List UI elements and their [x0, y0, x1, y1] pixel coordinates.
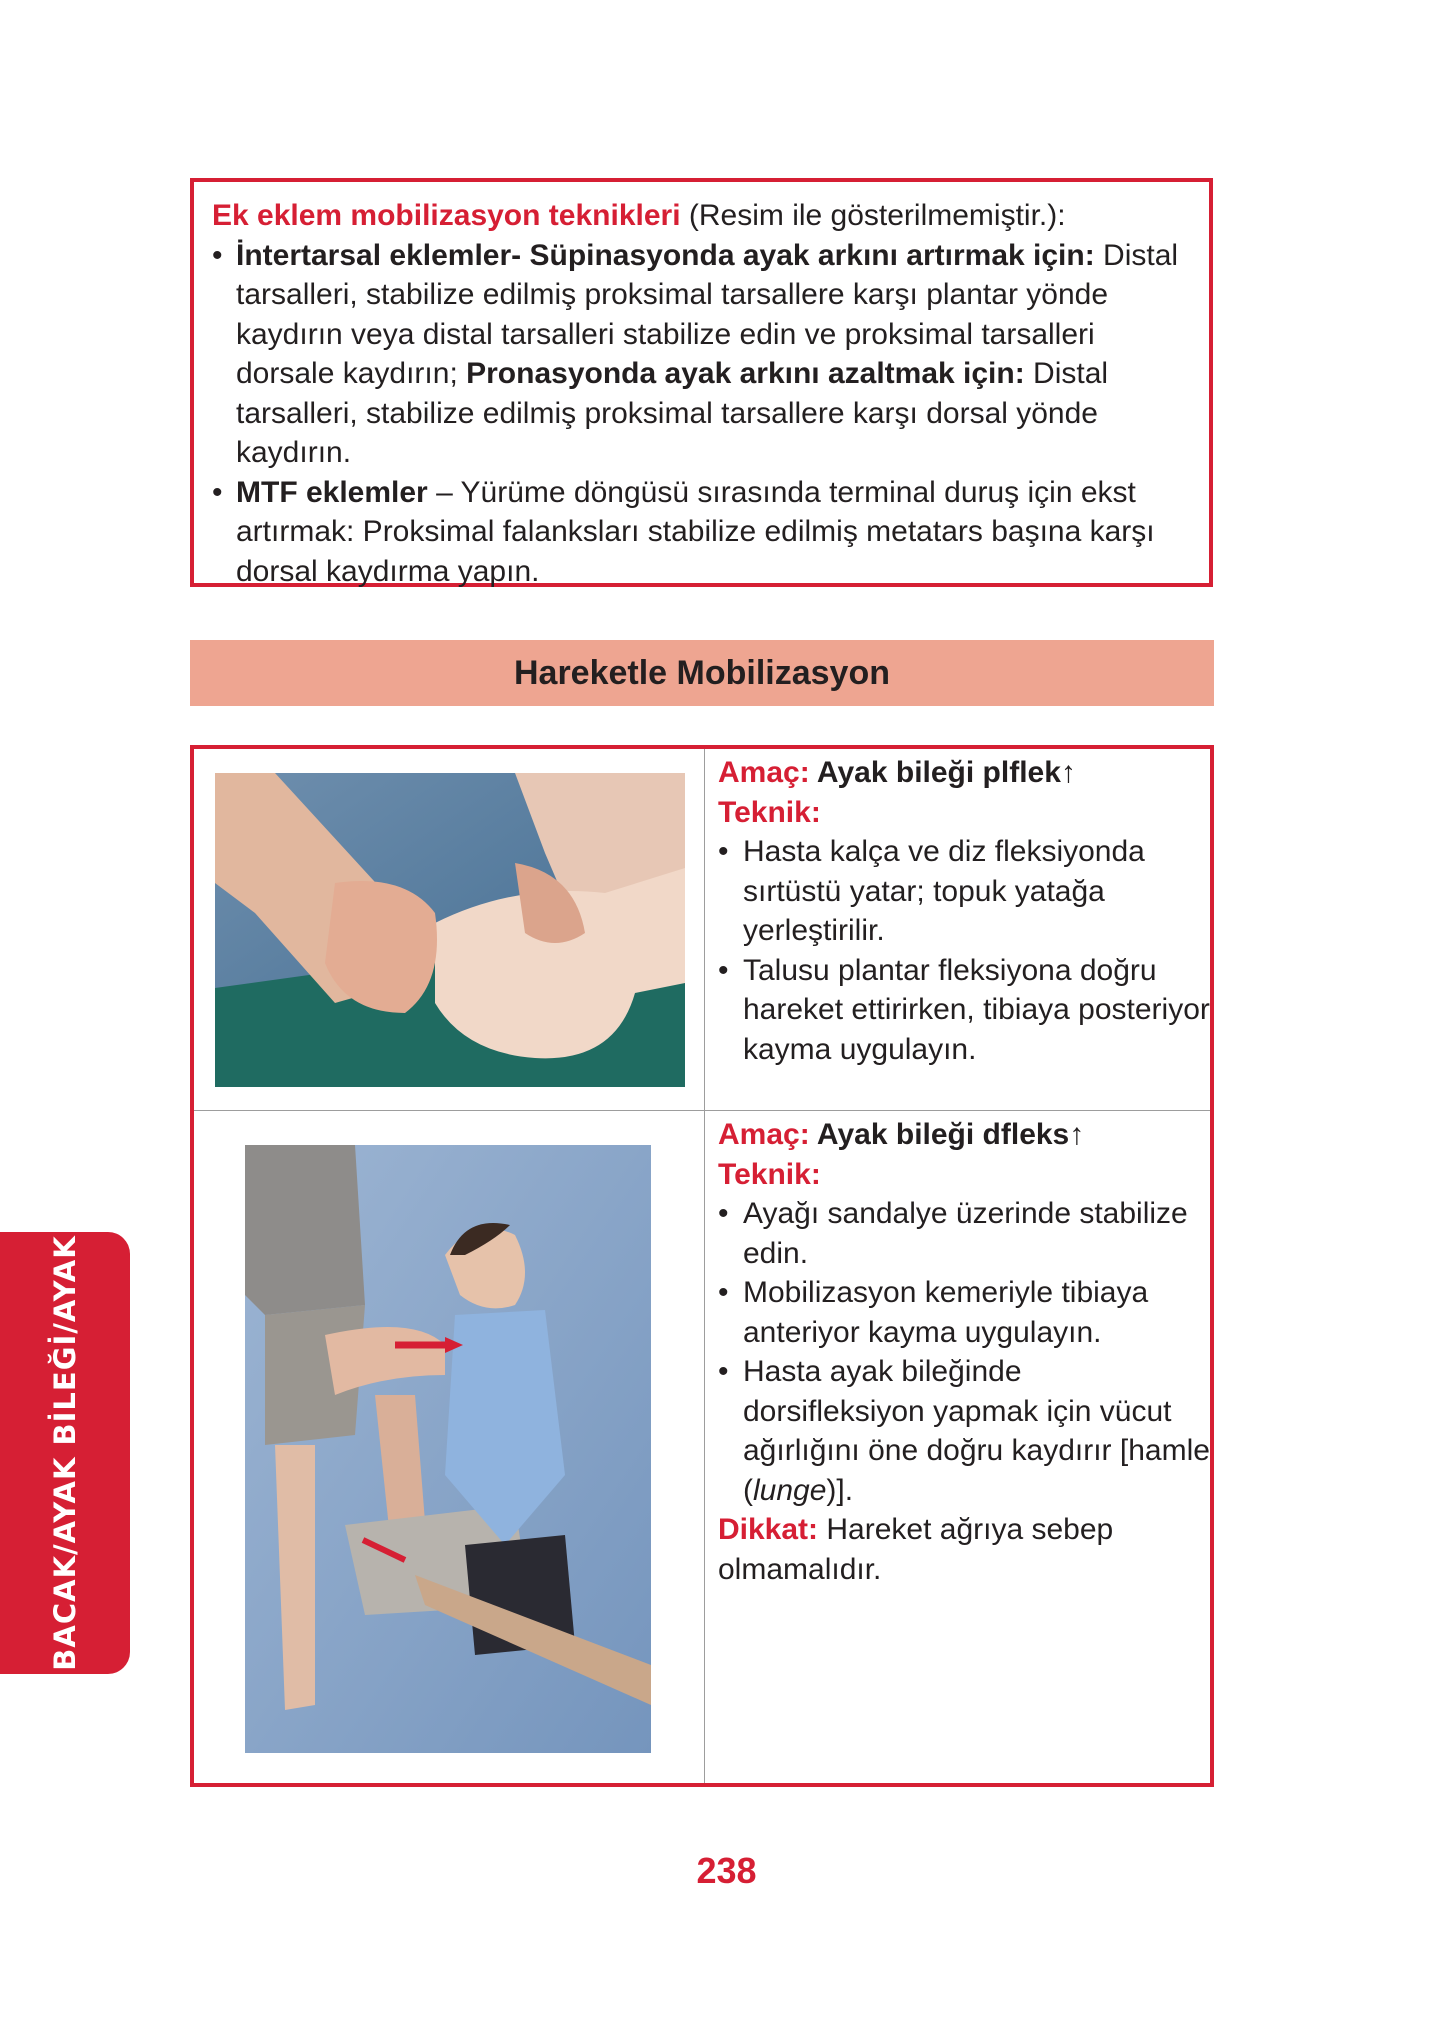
amac-label: Amaç: — [718, 1118, 810, 1151]
step-text: Ayağı sandalye üzerinde stabilize edin. — [743, 1197, 1188, 1270]
technique-2-text — [718, 1115, 1210, 1589]
chapter-side-tab — [0, 1232, 130, 1674]
item-text: Distal tarsalleri, stabilize edilmiş proksimal tarsallere karşı dorsal yönde kaydırın. — [236, 357, 1109, 469]
list-item — [718, 832, 1210, 951]
section-title: Hareketle Mobilizasyon — [190, 640, 1214, 706]
item-text: Distal tarsalleri, stabilize edilmiş proksimal tarsallere karşı plantar yönde kaydırın veya distal tarsalleri stabilize edin ve proksimal tarsalleri dorsale kaydırın; — [236, 238, 1179, 390]
ankle-plantarflexion-photo — [215, 773, 685, 1087]
teknik-label: Teknik: — [718, 1157, 821, 1191]
bullet: • — [212, 475, 223, 509]
teknik-line — [718, 1155, 1210, 1195]
bullet: • — [718, 835, 729, 868]
photo-illustration — [215, 773, 685, 1087]
additional-techniques-box — [190, 178, 1213, 587]
bullet: • — [718, 1355, 729, 1388]
bullet: • — [212, 238, 223, 272]
photo-illustration — [245, 1145, 651, 1753]
step-text: Talusu plantar fleksiyona doğru hareket ettirirken, tibiaya posteriyor kayma uygulayın. — [743, 953, 1210, 1066]
technique-1-text — [718, 753, 1210, 1069]
page-number: 238 — [696, 1850, 757, 1891]
dikkat-text: Hareket ağrıya sebep olmamalıdır. — [718, 1513, 1114, 1586]
amac-line — [718, 753, 1210, 793]
steps-list — [718, 1194, 1210, 1510]
box-title: Ek eklem mobilizasyon teknikleri — [212, 199, 681, 232]
box-title-note: (Resim ile gösterilmemiştir.): — [680, 199, 1066, 232]
technique-list — [212, 236, 1193, 592]
row-divider — [194, 1110, 1210, 1111]
item-heading: MTF eklemler — [236, 475, 428, 509]
dikkat-label: Dikkat: — [718, 1513, 819, 1546]
item-heading: İntertarsal eklemler- Süpinasyonda ayak arkını artırmak için: — [236, 238, 1095, 272]
column-divider — [704, 749, 705, 1783]
bullet: • — [718, 1276, 729, 1309]
bullet: • — [718, 953, 729, 987]
bullet: • — [718, 1197, 729, 1230]
amac-label: Amaç: — [718, 756, 810, 789]
dikkat-note — [718, 1510, 1210, 1589]
amac-value: Ayak bileği dfleks↑ — [809, 1118, 1085, 1151]
chapter-tab-label: BACAK/AYAK BİLEĞİ/AYAK — [48, 1235, 82, 1671]
item-text: – Yürüme döngüsü sırasında terminal duruş için ekst artırmak: Proksimal falanksları stabilize edilmiş metatars başına karşı dorsal kaydırma yapın. — [236, 475, 1155, 588]
technique-table — [190, 745, 1214, 1787]
list-item — [212, 236, 1193, 473]
step-text-end: )]. — [826, 1473, 854, 1507]
list-item — [718, 1273, 1210, 1352]
amac-line — [718, 1115, 1210, 1155]
list-item — [718, 1194, 1210, 1273]
ankle-dorsiflexion-photo — [245, 1145, 651, 1753]
item-subheading: Pronasyonda ayak arkını azaltmak için: — [466, 357, 1025, 390]
step-text: Hasta ayak bileğinde dorsifleksiyon yapmak için vücut ağırlığını öne doğru kaydırır [hamle ( — [743, 1355, 1210, 1507]
list-item — [718, 951, 1210, 1070]
step-text-italic: lunge — [753, 1473, 827, 1507]
list-item — [212, 473, 1193, 592]
steps-list — [718, 832, 1210, 1069]
teknik-label: Teknik: — [718, 795, 821, 829]
amac-value: Ayak bileği plflek↑ — [809, 756, 1076, 789]
step-text: Hasta kalça ve diz fleksiyonda sırtüstü yatar; topuk yatağa yerleştirilir. — [743, 835, 1145, 947]
box-heading — [212, 196, 1193, 236]
step-text: Mobilizasyon kemeriyle tibiaya anteriyor kayma uygulayın. — [743, 1276, 1149, 1349]
list-item — [718, 1352, 1210, 1510]
teknik-line — [718, 793, 1210, 833]
